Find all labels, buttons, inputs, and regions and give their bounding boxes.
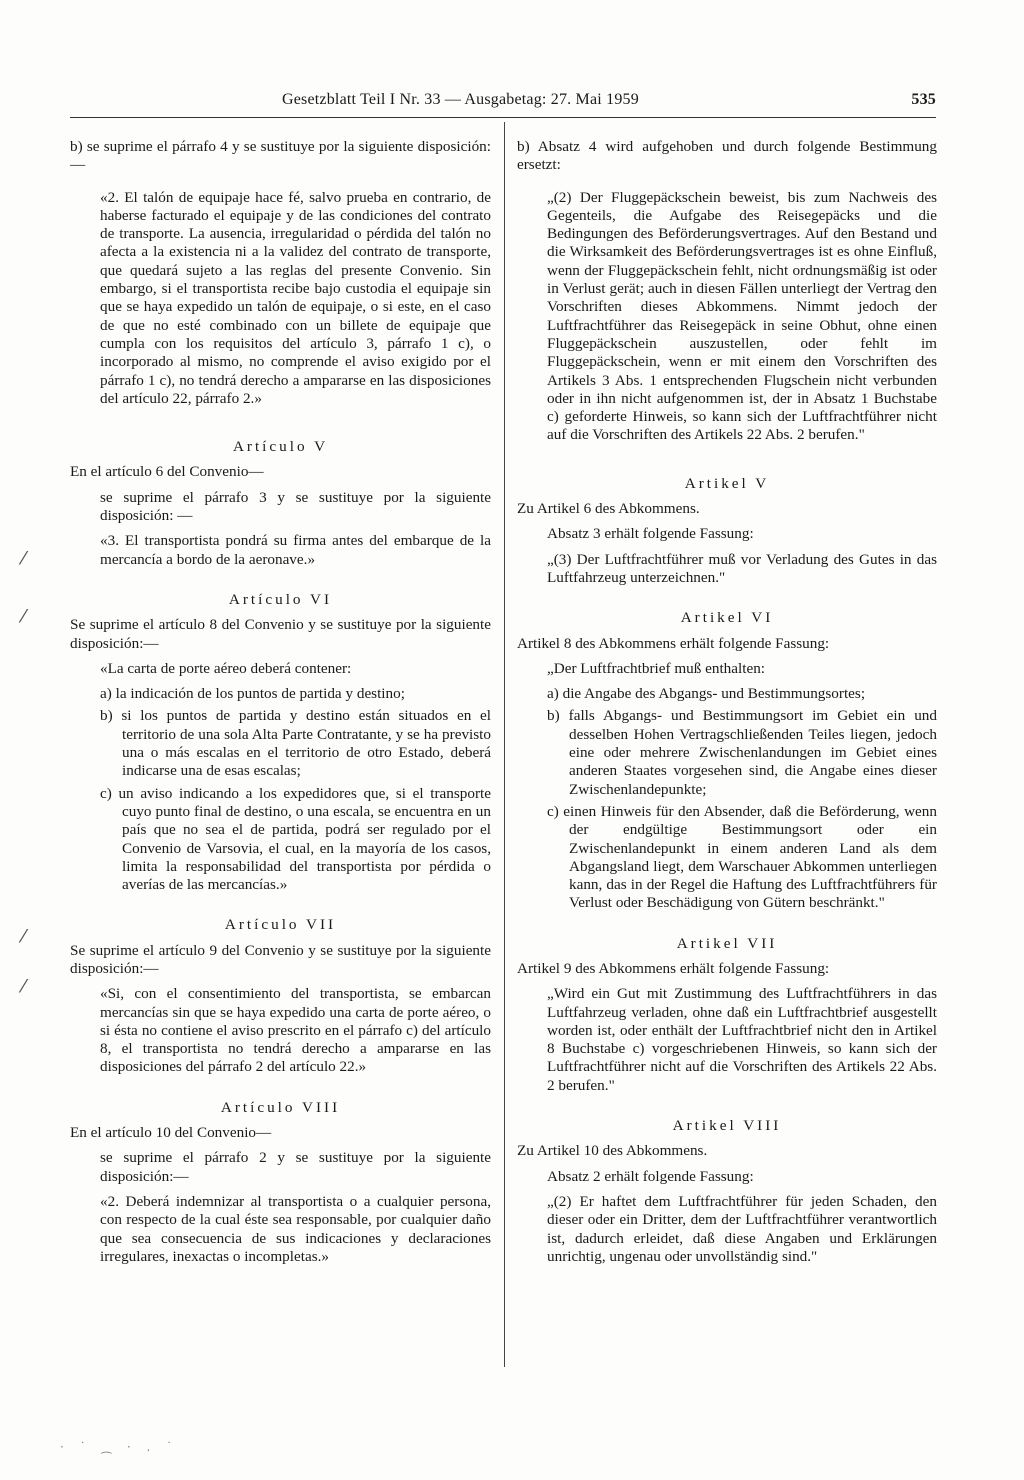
left-art6-item-a: a) la indicación de los puntos de partida y destino;: [100, 685, 405, 703]
left-art6-item-b: b) si los puntos de partida y destino están situados en el territorio de una sola Alta Parte Contratante, y se ha previsto una o más escalas en el territorio de otro Estado, deberá indicarse una de esas escalas;: [100, 707, 491, 780]
right-art5-heading: Artikel V: [684, 474, 770, 492]
left-art8-sub: se suprime el párrafo 2 y se sustituye por la siguiente disposición:—: [100, 1149, 491, 1185]
right-art7-heading: Artikel VII: [676, 934, 778, 952]
left-art8-heading: Artículo VIII: [220, 1098, 341, 1116]
right-art6-intro: Artikel 8 des Abkommens erhält folgende Fassung:: [517, 634, 830, 652]
page-header: [70, 91, 936, 113]
left-art8-text: «2. Deberá indemnizar al transportista o a cualquier persona, con respecto de la cual éste sea responsable, por cualquier daño que sea consecuencia de sus indicaciones y declaraciones irregulares, inexactas o incompletas.»: [100, 1192, 491, 1265]
right-b-text: „(2) Der Fluggepäckschein beweist, bis zum Nachweis des Gegenteils, die Aufgabe des Reisegepäcks und die Bedingungen des Beförderungsvertrages. Auf den Bestand und die Wirksamkeit des Beförderungsvertrages ist es ohne Einfluß, wenn der Fluggepäckschein fehlt, nicht ordnungsmäßig ist oder in Verlust gerät; auch in diesen Fällen unterliegt der Vertrag den Vorschriften dieses Abkommens. Nimmt jedoch der Luftfrachtführer das Reisegepäck in seine Obhut, ohne einen Fluggepäckschein auszustellen, oder fehlt im Fluggepäckschein, wenn er mit einem den Vorschriften des Artikels 3 Abs. 1 entsprechenden Flugschein nicht verbunden oder in ihn nicht aufgenommen ist, der in Absatz 1 Buchstabe c) geforderte Hinweis, so kann sich der Luftfrachtführer nicht auf die Vorschriften des Artikels 22 Abs. 2 berufen.": [547, 188, 937, 444]
right-art6-quote: „Der Luftfrachtbrief muß enthalten:: [547, 659, 766, 677]
page-title: Gesetzblatt Teil I Nr. 33 — Ausgabetag: 27. Mai 1959: [282, 91, 639, 108]
right-art7-intro: Artikel 9 des Abkommens erhält folgende Fassung:: [517, 959, 830, 977]
header-rule: [70, 117, 936, 118]
right-b-intro: b) Absatz 4 wird aufgehoben und durch folgende Bestimmung ersetzt:: [517, 138, 937, 174]
left-art5-intro: En el artículo 6 del Convenio—: [70, 463, 264, 481]
right-art6-item-c: c) einen Hinweis für den Absender, daß die Beförderung, wenn der endgültige Bestimmungsort oder ein Zwischenlandepunkt in einem anderen Land als dem Abgangsland liegt, dem Warschauer Abkommen unterliegen kann, das in der Regel die Haftung des Luftfrachtführers für Verlust oder Beschädigung von Gütern beschränkt.": [547, 802, 937, 912]
left-art5-sub: se suprime el párrafo 3 y se sustituye por la siguiente disposición: —: [100, 488, 491, 525]
left-art6-heading: Artículo VI: [228, 590, 333, 608]
left-column-spanish: [70, 138, 491, 1273]
left-b-intro: b) se suprime el párrafo 4 y se sustituye por la siguiente disposición:—: [70, 138, 491, 174]
right-art8-intro: Zu Artikel 10 des Abkommens.: [517, 1142, 708, 1160]
margin-mark-icon: ⁄: [22, 548, 26, 569]
right-art5-sub: Absatz 3 erhält folgende Fassung:: [547, 525, 754, 543]
left-art5-text: «3. El transportista pondrá su firma antes del embarque de la mercancía a bordo de la aeronave.»: [100, 532, 491, 568]
left-art6-item-c: c) un aviso indicando a los expedidores que, si el transporte cuyo punto final de destino, o una escala, se encuentra en un país que no sea el de partida, podrá ser regulado por el Convenio de Varsovia, el cual, en la mayoría de los casos, limita la responsabilidad del transportista por pérdida o averías de las mercancías.»: [100, 784, 491, 894]
right-art5-text: „(3) Der Luftfrachtführer muß vor Verladung des Gutes in das Luftfahrzeug unterzeichnen.": [547, 550, 937, 586]
right-art7-text: „Wird ein Gut mit Zustimmung des Luftfrachtführers in das Luftfahrzeug verladen, ohne daß ein Luftfrachtbrief ausgestellt worden ist, oder enthält der Luftfrachtbrief nicht den in Artikel 8 Buchstabe c) vorgeschriebenen Hinweis, so kann sich der Luftfrachtführer nicht auf die Vorschriften des Artikels 22 Abs. 2 berufen.": [547, 985, 937, 1094]
left-art6-quote: «La carta de porte aéreo deberá contener:: [100, 659, 352, 677]
left-art7-text: «Si, con el consentimiento del transportista, se embarcan mercancías sin que se haya expedido una carta de porte aéreo, o si ésta no contiene el aviso prescrito en el párrafo c) del artículo 8, el transportista no tendrá derecho a ampararse en las disposiciones del párrafo 2 del artículo 22.»: [100, 985, 491, 1076]
right-art6-item-b: b) falls Abgangs- und Bestimmungsort im Gebiet ein und desselben Hohen Vertragschließenden Teiles liegen, jedoch eine oder mehrere Zwischenlandungen im Gebiet eines anderen Staates vorgesehen sind, die Angabe eines dieser Zwischenlandepunkte;: [547, 707, 937, 798]
right-column-german: [517, 138, 937, 1273]
right-art6-item-a: a) die Angabe des Abgangs- und Bestimmungsortes;: [547, 685, 866, 703]
left-art7-intro: Se suprime el artículo 9 del Convenio y se sustituye por la siguiente disposición:—: [70, 941, 491, 977]
left-art5-heading: Artículo V: [232, 438, 329, 456]
margin-mark-icon: ⁄: [22, 976, 26, 997]
margin-mark-icon: ⁄: [22, 606, 26, 627]
right-art5-intro: Zu Artikel 6 des Abkommens.: [517, 500, 700, 518]
left-art6-intro: Se suprime el artículo 8 del Convenio y se sustituye por la siguiente disposición:—: [70, 616, 491, 652]
left-art7-heading: Artículo VII: [224, 916, 337, 934]
scan-speckles-decoration: · ˙ ⁔ · . ˙: [60, 1440, 179, 1454]
column-divider: [504, 122, 505, 1367]
right-art8-heading: Artikel VIII: [672, 1117, 782, 1135]
right-art8-sub: Absatz 2 erhält folgende Fassung:: [547, 1167, 754, 1185]
margin-mark-icon: ⁄: [22, 926, 26, 947]
right-art8-text: „(2) Er haftet dem Luftfrachtführer für jeden Schaden, den dieser oder ein Dritter, dem der Luftfrachtführer verantwortlich ist, dadurch erleidet, daß diese Angaben und Erklärungen unrichtig, ungenau oder unvollständig sind.": [547, 1192, 937, 1265]
page-number: 535: [911, 91, 936, 108]
right-art6-heading: Artikel VI: [680, 609, 774, 627]
left-art8-intro: En el artículo 10 del Convenio—: [70, 1124, 272, 1142]
left-b-text: «2. El talón de equipaje hace fé, salvo prueba en contrario, de haberse facturado el equipaje y de las condiciones del contrato de transporte. La ausencia, irregularidad o pérdida del talón no afecta a la existencia ni a la validez del contrato de transporte, que quedará sujeto a las reglas del presente Convenio. Sin embargo, si el transportista recibe bajo custodia el equipaje sin que se haya expedido un talón de equipaje, o si este, en el caso de que no esté combinado con un billete de equipaje que cumpla con los requisitos del artículo 3, párrafo 1 c), o incorporado al mismo, no comprende el aviso exigido por el párrafo 1 c), no tendrá derecho a ampararse en las disposiciones del artículo 22, párrafo 2.»: [100, 188, 491, 407]
